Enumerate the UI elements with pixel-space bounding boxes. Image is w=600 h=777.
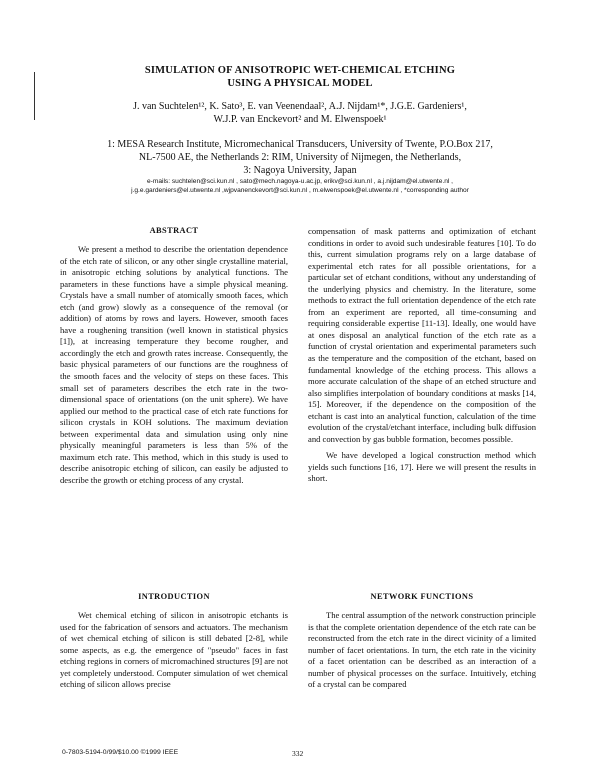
abstract-body (60, 244, 288, 579)
title-line-1: SIMULATION OF ANISOTROPIC WET-CHEMICAL ETCHING (144, 65, 456, 76)
authors-line-2: W.J.P. van Enckevort² and M. Elwenspoek¹ (213, 114, 387, 125)
network-functions-paragraph: The central assumption of the network construction principle is that the complete orientation dependence of the etch rate can be reconstructed from the etch rate in the direct vicinity of a limited number of facet orientations. In turn, the etch rate in the vicinity of a facet orientation can be described as an interaction of a number of physical processes on the surface. Intuitively, etching of a crystal can be compared (308, 610, 536, 690)
intro-continued-paragraph: compensation of mask patterns and optimization of etchant conditions in order to avoid such undesirable features [10]. To do this, current simulation programs rely on a large database of experimental etch rates for all possible orientations, for a particular set of etchant conditions, without any understanding of the underlying physics and chemistry. In the literature, some methods to extract the full orientation dependence of the etch rate from an experiment are reported, all time-consuming and requiring considerable expertise [11-13]. Ideally, one would have at ones disposal an analytical function of the etch rate as a function of crystal orientation and experimental parameters such as the temperature and the composition of the etchant, based on fundamental knowledge of the etching process. This allows a more accurate calculation of the shape of an etched structure and also simplifies interpolation of boundary conditions at masks [14, 15]. Moreover, if the dependence on the composition of the etchant is cast into an analytical function, calculation of the time evolution of the crystal/etchant interface, including bulk diffusion and convection by gas bubble formation, becomes possible. (308, 226, 536, 444)
page-number: 332 (292, 749, 304, 758)
abstract-paragraph: We present a method to describe the orientation dependence of the etch rate of silicon, or any other single crystalline material, in anisotropic etching solutions by analytical functions. The parameters in these functions have a simple physical meaning. Crystals have a small number of atomically smooth faces, which etch (and grow) slowly as a consequence of the removal (or addition) of atoms by rows and layers. However, smooth faces have a roughening transition (well known in statistical physics [1]), at increasing temperature they become rougher, and accordingly the etch and growth rates increase. Consequently, the basic physical parameters of our functions are the roughness of the smooth faces and the velocity of steps on these faces. This small set of parameters describes the etch rate in the two-dimensional space of orientations (on the unit sphere). We have applied our method to the practical case of etch rate functions for silicon crystals in KOH solutions. The maximum deviation between experimental data and simulation using only nine physically meaningful parameters is less than 5% of the maximum etch rate. This method, which in this study is used to describe anisotropic etching of silicon, can easily be adjusted to describe the growth or etching process of any crystal. (60, 244, 288, 485)
affiliation-line-2: NL-7500 AE, the Netherlands 2: RIM, University of Nijmegen, the Netherlands, (138, 152, 462, 163)
network-functions-heading: NETWORK FUNCTIONS (370, 592, 474, 601)
author-list (60, 100, 540, 126)
introduction-heading: INTRODUCTION (138, 592, 210, 601)
affiliation-line-1: 1: MESA Research Institute, Micromechanical Transducers, University of Twente, P.O.Box 217, (107, 139, 493, 150)
email-addresses (45, 177, 555, 195)
copyright-footer: 0-7803-5194-0/99/$10.00 ©1999 IEEE (62, 749, 179, 756)
affiliation-line-3: 3: Nagoya University, Japan (243, 165, 357, 176)
authors-line-1: J. van Suchtelen¹², K. Sato³, E. van Veenendaal², A.J. Nijdam¹*, J.G.E. Gardeniers¹, (133, 101, 467, 112)
introduction-paragraph: Wet chemical etching of silicon in anisotropic etchants is used for the fabrication of sensors and actuators. The mechanism of wet chemical etching of silicon is still debated [2-8], while some aspects, as e.g. the emergence of "pseudo" faces in fast etching regions in corners of micromachined structures [9] are not yet completely understood. Computer simulation of wet chemical etching of silicon allows precise (60, 610, 288, 690)
emails-line-1: e-mails: suchtelen@sci.kun.nl , sato@mech.nagoya-u.ac.jp, erikv@sci.kun.nl , a.j.nijdam@el.utwente.nl , (146, 178, 454, 185)
margin-mark (34, 72, 35, 92)
intro-continued-body (308, 226, 536, 584)
introduction-body (60, 610, 288, 726)
abstract-heading: ABSTRACT (149, 226, 199, 235)
emails-line-2: j.g.e.gardeniers@el.utwente.nl ,wjpvanenckevort@sci.kun.nl , m.elwenspoek@el.utwente.nl , *corresponding author (131, 187, 469, 194)
affiliations (50, 138, 550, 177)
margin-mark (34, 92, 35, 120)
network-functions-body (308, 610, 536, 726)
intro-summary-paragraph: We have developed a logical construction method which yields such functions [16, 17]. Here we will present the results in short. (308, 450, 536, 484)
title-line-2: USING A PHYSICAL MODEL (227, 78, 373, 89)
paper-title (60, 64, 540, 90)
